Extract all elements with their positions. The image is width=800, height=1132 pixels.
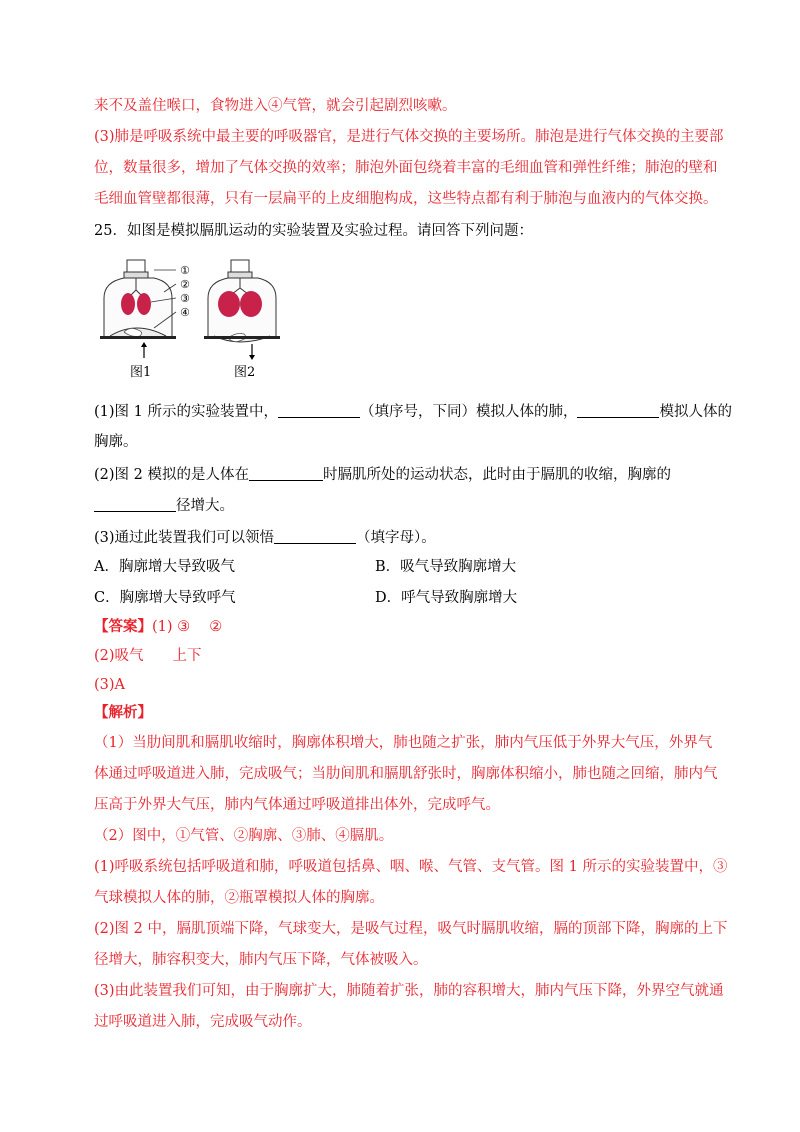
answer-label: 【答案】 [94,618,152,635]
question-stem: 25．如图是模拟膈肌运动的实验装置及实验过程。请回答下列问题： [94,223,533,239]
prev-answer-line-3: 位，数量很多，增加了气体交换的效率；肺泡外面包绕着丰富的毛细血管和弹性纤维；肺泡的壁和 [94,160,718,176]
question-1-line-2: 胸廓。 [94,434,138,450]
option-c: C．胸廓增大导致呼气 [94,590,236,606]
q1-blank-lung[interactable] [278,401,360,418]
analysis-label: 【解析】 [94,704,152,721]
question-2-line-1 [94,464,671,485]
figure-2-caption: 图2 [234,365,256,380]
answer-line-1 [94,617,222,637]
figure-1-bell-jar [100,260,176,358]
prev-answer-line-4: 毛细血管壁都很薄，只有一层扁平的上皮细胞构成，这些特点都有利于肺泡与血液内的气体交换。 [94,191,718,207]
analysis-p3-line-1: (1)呼吸系统包括呼吸道和肺，呼吸道包括鼻、咽、喉、气管、支气管。图 1 所示的实验装置中，③ [94,859,728,875]
analysis-p1-line-3: 压高于外界大气压，肺内气体通过呼吸道排出体外，完成呼气。 [94,797,500,813]
analysis-p1-line-2: 体通过呼吸道进入肺，完成吸气；当肋间肌和膈肌舒张时，胸廓体积缩小，肺也随之回缩，肺内气 [94,766,718,782]
figure-label-2: ② [180,278,190,291]
q2-blank-state[interactable] [249,464,323,481]
q1-text-a: (1)图 1 所示的实验装置中， [94,404,278,420]
q2-text-c: 径增大。 [176,498,234,514]
answer-2: (2)吸气 上下 [94,648,202,664]
q2-blank-diameter[interactable] [94,495,176,512]
analysis-p4-line-1: (2)图 2 中，膈肌顶端下降，气球变大，是吸气过程，吸气时膈肌收缩，膈的顶部下降，胸廓的上下 [94,921,728,937]
option-a: A．胸廓增大导致吸气 [94,559,235,575]
answer-3: (3)A [94,677,126,693]
question-3-line [94,527,436,548]
answer-1: (1) ③ ② [152,619,223,635]
analysis-p5-line-1: (3)由此装置我们可知，由于胸廓扩大，肺随着扩张，肺的容积增大，肺内气压下降，外界空气就通 [94,983,724,999]
option-d: D．呼气导致胸廓增大 [375,590,518,606]
q3-blank-letter[interactable] [274,527,356,544]
q1-text-c: 模拟人体的 [659,404,732,420]
prev-answer-line-1: 来不及盖住喉口，食物进入④气管，就会引起剧烈咳嗽。 [94,98,457,114]
prev-answer-line-2: (3)肺是呼吸系统中最主要的呼吸器官，是进行气体交换的主要场所。肺泡是进行气体交换的主要部 [94,129,724,145]
q2-text-b: 时膈肌所处的运动状态，此时由于膈肌的收缩，胸廓的 [322,467,671,483]
question-2-line-2 [94,495,234,516]
diaphragm-model-figure [94,258,334,384]
figure-label-3: ③ [180,292,190,305]
q1-text-b: （填序号，下同）模拟人体的肺， [359,404,578,420]
lung-balloon-left [121,293,135,315]
figure-label-4: ④ [180,306,190,319]
figure-label-1: ① [180,264,190,277]
figure-1-caption: 图1 [130,365,152,380]
question-1-line-1 [94,401,732,422]
lung-balloon-right-expanded [240,291,262,317]
option-b: B．吸气导致胸廓增大 [375,559,517,575]
q3-text-a: (3)通过此装置我们可以领悟 [94,530,275,546]
analysis-p3-line-2: 气球模拟人体的肺，②瓶罩模拟人体的胸廓。 [94,890,384,906]
q2-text-a: (2)图 2 模拟的是人体在 [94,467,249,483]
analysis-p1-line-1: （1）当肋间肌和膈肌收缩时，胸廓体积增大，肺也随之扩张，肺内气压低于外界大气压，外界气 [94,735,713,751]
figure-2-bell-jar [204,260,280,360]
q1-blank-chest[interactable] [577,401,659,418]
lung-balloon-right [137,293,151,315]
q3-text-b: （填字母）。 [356,530,436,546]
analysis-p4-line-2: 径增大，肺容积变大，肺内气压下降，气体被吸入。 [94,952,428,968]
analysis-p2: （2）图中，①气管、②胸廓、③肺、④膈肌。 [94,828,394,844]
analysis-p5-line-2: 过呼吸道进入肺，完成吸气动作。 [94,1014,312,1030]
lung-balloon-left-expanded [218,291,240,317]
